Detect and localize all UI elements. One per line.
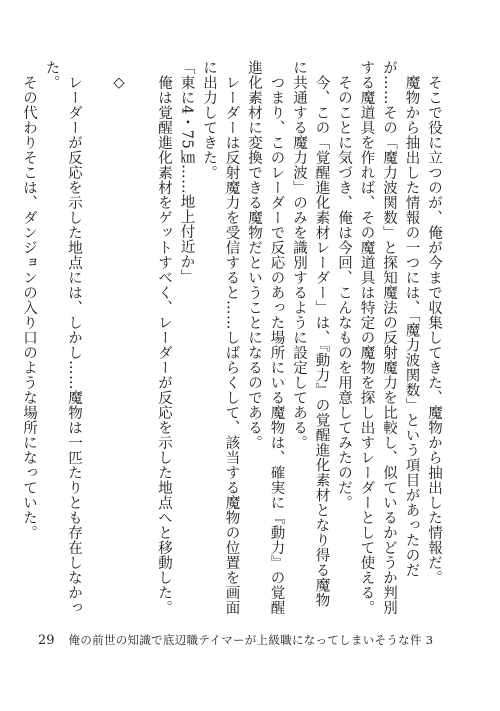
paragraph-12: レーダーが反応を示した地点には、しかし……魔物は一匹たりとも存在しなかった。 (43, 60, 82, 615)
scene-break-symbol: ◇ (111, 74, 127, 91)
paragraph-3: そのことに気づき、俺は今回、こんなものを用意してみたのだ。 (336, 74, 352, 510)
blank-line (130, 60, 153, 83)
blank-line (85, 60, 108, 83)
running-title: 俺の前世の知識で底辺職テイマーが上級職になってしまいそうな件 3 (68, 633, 434, 647)
paragraph-1: そこで役に立つのが、俺が今まで収集してきた、魔物から抽出した情報だ。 (426, 74, 442, 585)
paragraph-8: 俺は覚醒進化素材をゲットすべく、レーダーが反応を示した地点へと移動した。 (156, 74, 172, 615)
page-number: 29 (38, 633, 55, 648)
vertical-body-text (21, 60, 445, 620)
paragraph-5: つまり、このレーダーで反応のあった場所にいる魔物は、確実に『動力』の覚醒進化素材に変換できる魔物だということになるのである。 (246, 60, 285, 615)
page-footer (38, 632, 433, 648)
paragraph-2: 魔物から抽出した情報の一つには、「魔力波関数」という項目があったのだが……その「魔力波関数」と探知魔法の反射魔力を比較し、似ているかどうか判別する魔道具を作れば、その魔道具は特定の魔物を探し出すレーダーとして使える。 (358, 60, 420, 615)
dialogue-line: 「東に4・75㎞……地上付近か」 (178, 60, 195, 285)
paragraph-4: 今、この「覚醒進化素材レーダー」は、『動力』の覚醒進化素材となり得る魔物に共通する魔力波」のみを識別するように設定してある。 (291, 60, 330, 608)
paragraph-6: レーダーは反射魔力を受信すると……しばらくして、該当する魔物の位置を画面に出力してきた。 (201, 60, 240, 615)
paragraph-13: その代わりそこは、ダンジョンの入り口のような場所になっていた。 (21, 74, 37, 540)
